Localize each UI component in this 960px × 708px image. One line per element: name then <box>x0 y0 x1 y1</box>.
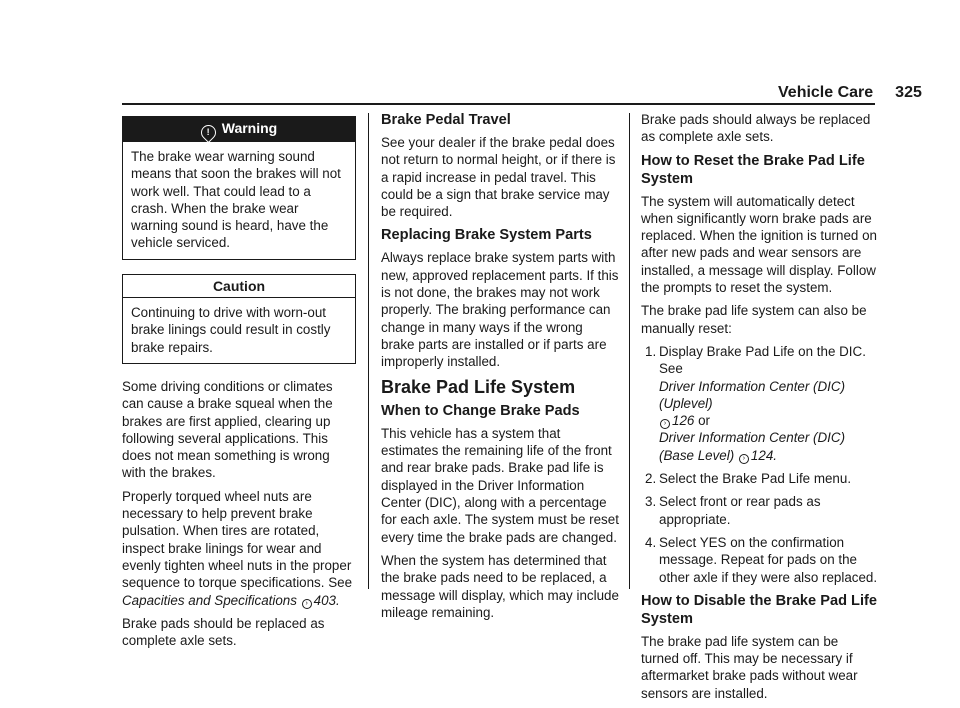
step-text: Select YES on the confirmation message. Repeat for pads on the other axle if they were also replaced. <box>659 534 878 585</box>
cross-reference-link[interactable]: Capacities and Specifications › 403. <box>122 592 340 608</box>
column-1 <box>122 116 356 655</box>
page-header <box>778 84 922 102</box>
cross-reference-text: Capacities and Specifications <box>122 592 297 608</box>
list-item <box>641 343 879 464</box>
step-number: 2. <box>645 471 657 487</box>
step-number: 1. <box>645 343 657 359</box>
list-item <box>641 493 879 528</box>
step-number: 3. <box>645 494 657 510</box>
heading-replacing-parts: Replacing Brake System Parts <box>381 227 592 244</box>
caution-text: Continuing to drive with worn-out brake linings could result in costly brake repairs. <box>131 305 331 355</box>
warning-heading <box>123 117 355 142</box>
paragraph <box>122 488 356 609</box>
cross-reference-page: 126 <box>672 413 695 429</box>
heading-brake-pedal-travel: Brake Pedal Travel <box>381 112 511 128</box>
header-rule <box>122 103 875 105</box>
paragraph: The brake pad life system can also be manually reset: <box>641 303 867 336</box>
section-title: Vehicle Care <box>778 84 874 101</box>
step-text: or <box>698 413 710 429</box>
heading-how-to-reset: How to Reset the Brake Pad Life System <box>641 152 865 187</box>
paragraph: See your dealer if the brake pedal does not return to normal height, or if there is a rapid increase in pedal travel. This could be a sign that brake service may be required. <box>381 135 616 220</box>
cross-reference-page: 124 <box>750 447 774 463</box>
paragraph: This vehicle has a system that estimates the remaining life of the front and rear brake pads. Brake pad life is displayed in the Driver Information Center (DIC), along with a percentage for each axle. The system must be reset every time the brake pads are changed. <box>381 425 619 545</box>
warning-text: The brake wear warning sound means that soon the brakes will not work well. That could lead to a crash. When the brake wear warning sound is heard, have the vehicle serviced. <box>131 149 341 251</box>
page-reference-icon: › <box>660 419 670 429</box>
cross-reference-page: 403 <box>313 592 336 608</box>
cross-reference-link[interactable] <box>659 379 845 429</box>
paragraph: Always replace brake system parts with new, approved replacement parts. If this is not done, the brakes may not work properly. The braking performance can change in many ways if the wrong brake parts are installed or if parts are improperly installed. <box>381 250 619 370</box>
paragraph: Brake pads should always be replaced as complete axle sets. <box>641 112 871 145</box>
cross-reference-text: Driver Information Center (DIC) (Base Level) <box>659 430 846 463</box>
page-reference-icon: › <box>302 599 312 609</box>
heading-brake-pad-life-system: Brake Pad Life System <box>381 376 576 397</box>
list-item <box>641 534 879 586</box>
page-reference-icon: › <box>739 454 749 464</box>
paragraph: Brake pads should be replaced as complete axle sets. <box>122 615 325 649</box>
paragraph: Some driving conditions or climates can cause a brake squeal when the brakes are first applied, clearing up following several applications. This does not mean something is wrong with the brakes. <box>122 378 333 481</box>
column-2 <box>381 111 619 627</box>
caution-title: Caution <box>123 275 355 298</box>
step-text: Select front or rear pads as appropriate. <box>659 494 821 527</box>
cross-reference-link[interactable]: Driver Information Center (DIC) (Base Level) › 124. <box>659 430 846 463</box>
paragraph-text: Properly torqued wheel nuts are necessary to help prevent brake pulsation. When tires are rotated, inspect brake linings for wear and evenly tighten wheel nuts in the proper sequence to torque specifications. See <box>122 488 353 591</box>
step-number: 4. <box>645 534 657 550</box>
warning-title: Warning <box>221 120 278 136</box>
heading-when-to-change: When to Change Brake Pads <box>381 402 580 419</box>
column-divider <box>368 113 369 589</box>
step-text: Display Brake Pad Life on the DIC. See <box>659 343 866 377</box>
paragraph: The system will automatically detect when significantly worn brake pads are replaced. When the ignition is turned on after new pads and wear sensors are installed, a message will display. Follow the prompts to reset the system. <box>641 193 877 296</box>
paragraph: When the system has determined that the brake pads need to be replaced, a message will display, which may include mileage remaining. <box>381 552 619 620</box>
warning-icon: ! <box>198 122 219 143</box>
column-divider <box>629 113 630 589</box>
reset-steps-list <box>641 343 879 586</box>
warning-box <box>122 116 356 260</box>
page-number: 325 <box>895 84 922 101</box>
caution-box <box>122 274 356 364</box>
column-3 <box>641 111 879 708</box>
step-text: Select the Brake Pad Life menu. <box>659 471 852 487</box>
heading-how-to-disable: How to Disable the Brake Pad Life System <box>641 592 877 627</box>
cross-reference-text: Driver Information Center (DIC) (Uplevel) <box>659 378 846 411</box>
list-item <box>641 470 879 487</box>
paragraph: The brake pad life system can be turned off. This may be necessary if aftermarket brake pads without wear sensors are installed. <box>641 633 858 701</box>
